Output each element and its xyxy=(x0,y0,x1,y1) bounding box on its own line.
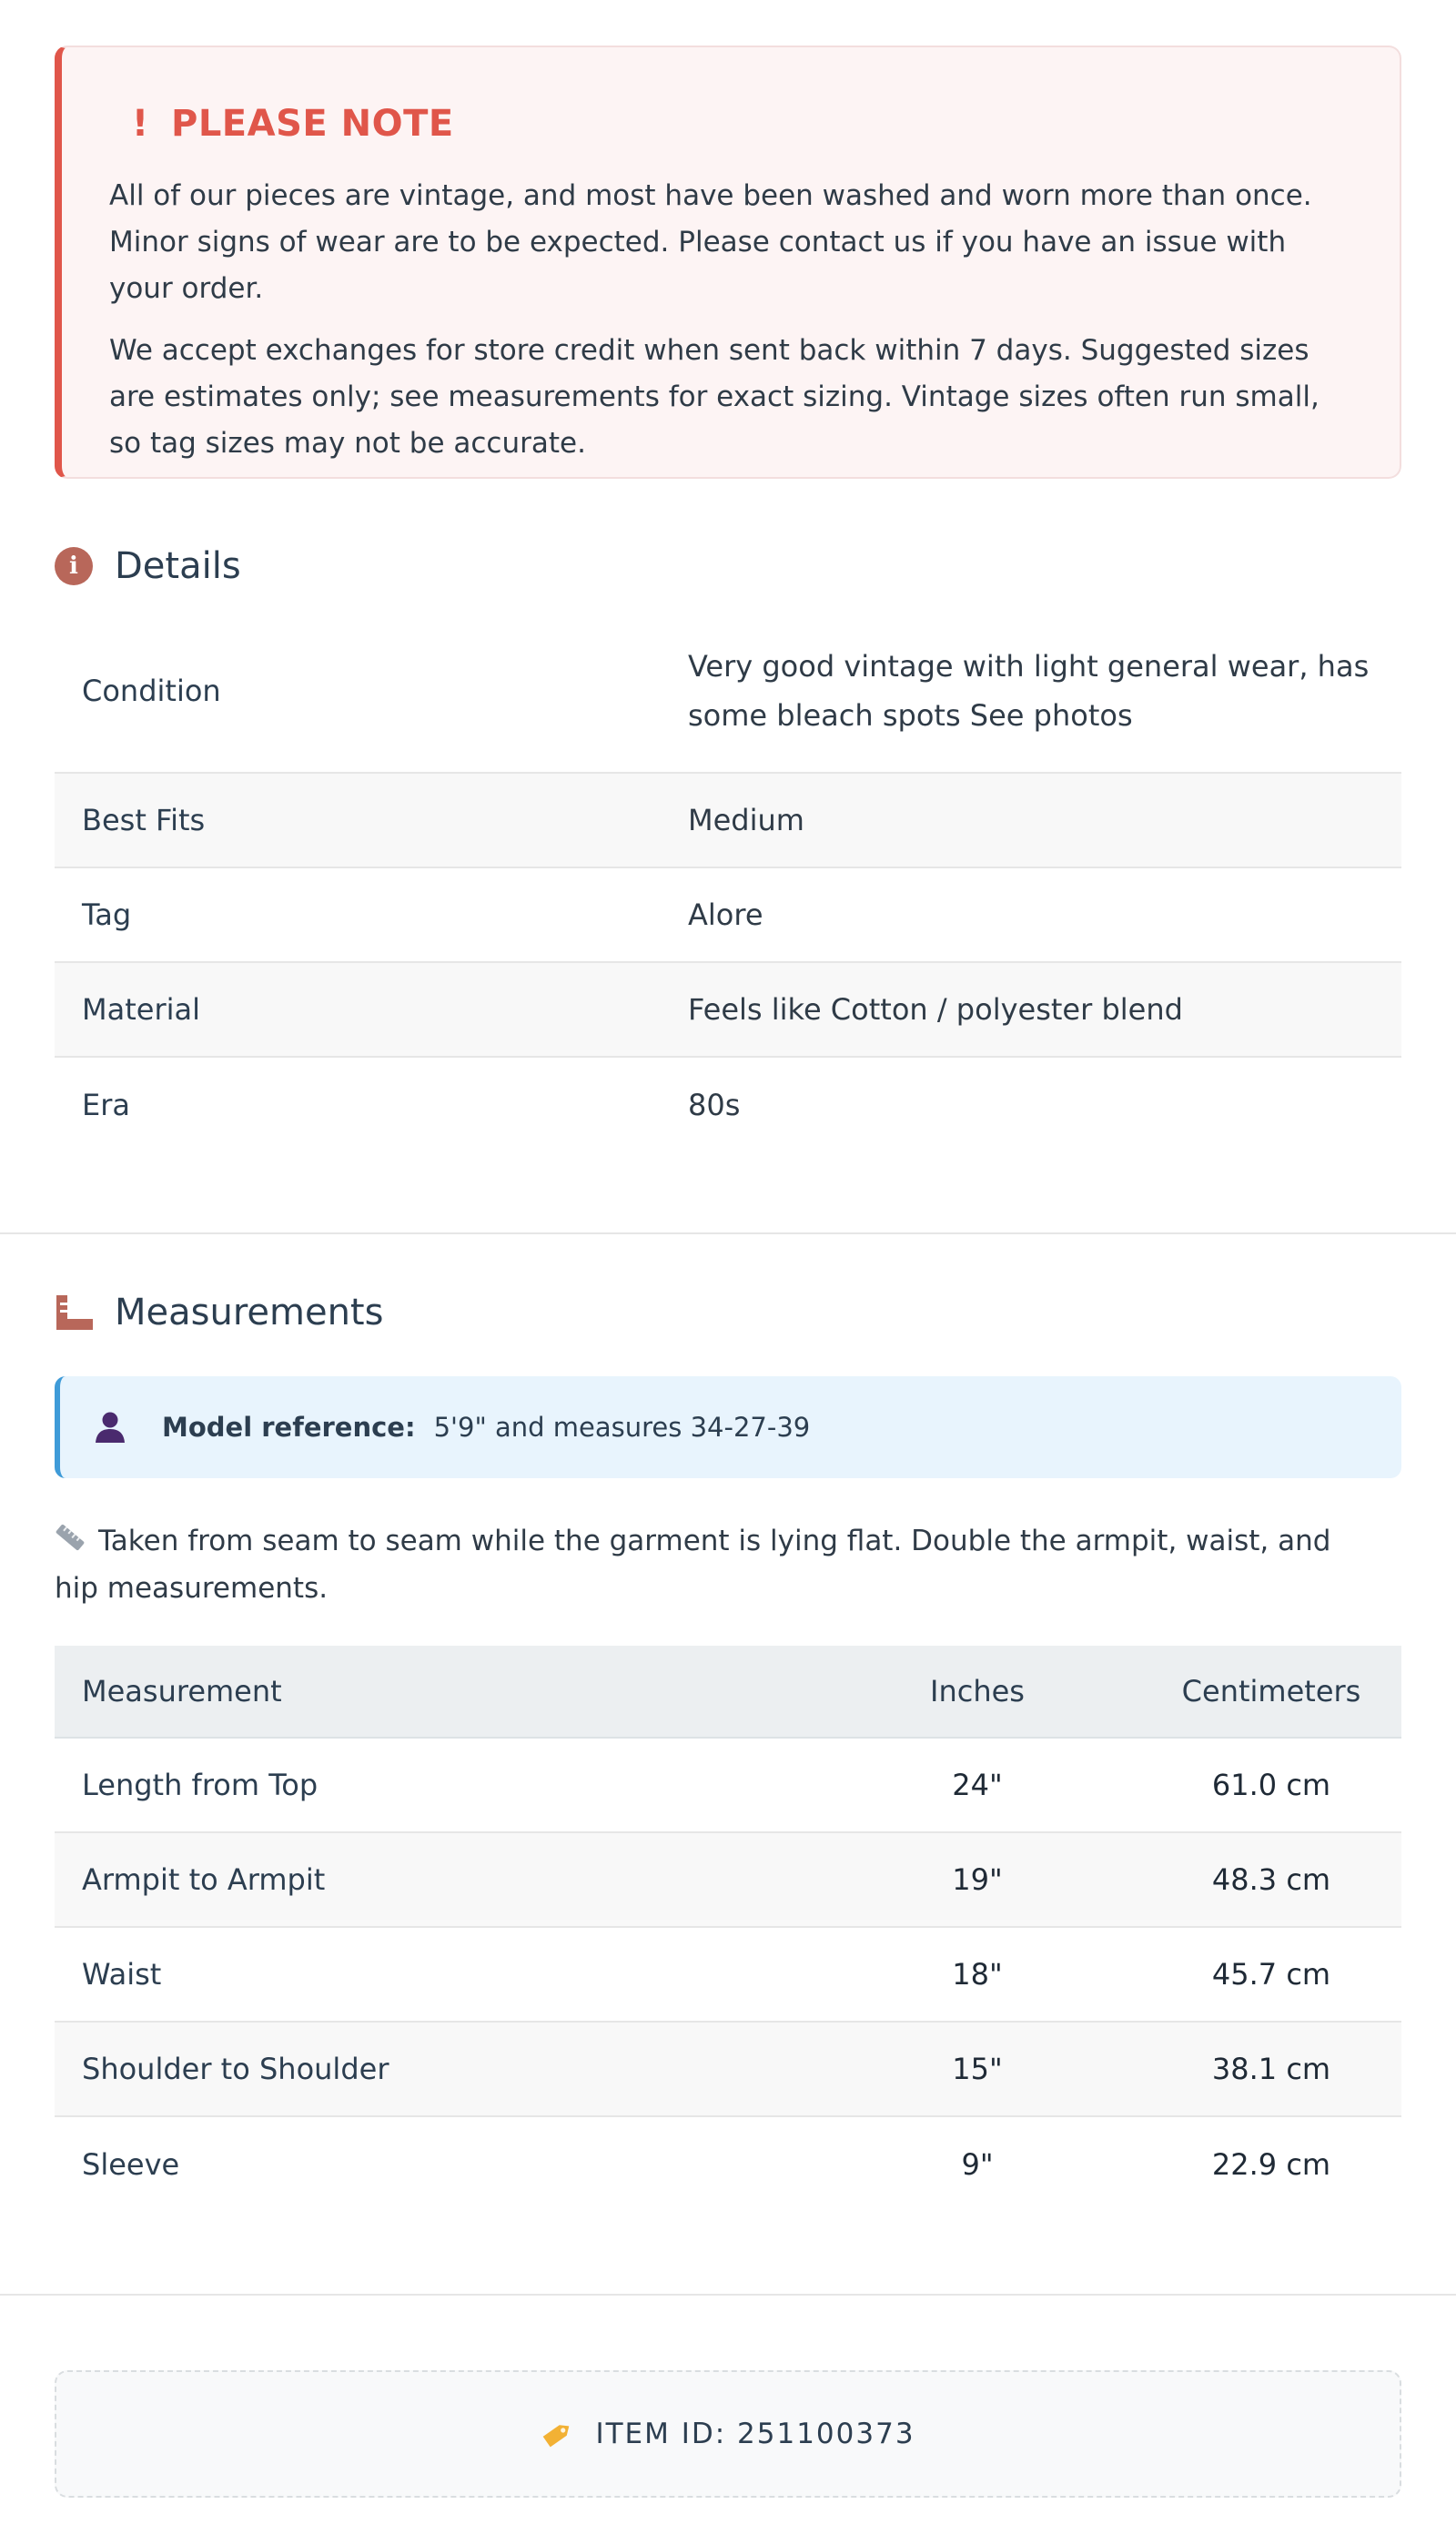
tag-icon xyxy=(541,2418,575,2449)
measurement-cm: 22.9 cm xyxy=(1211,2147,1331,2182)
measurement-cm: 48.3 cm xyxy=(1211,1862,1331,1897)
measurement-inches: 24" xyxy=(952,1768,1003,1802)
column-header: Measurement xyxy=(82,1674,282,1708)
table-row xyxy=(55,2023,1401,2117)
section-divider xyxy=(0,2294,1456,2296)
details-label: Condition xyxy=(82,674,221,708)
item-id-box xyxy=(55,2370,1401,2498)
person-icon xyxy=(95,1411,126,1444)
details-table xyxy=(55,610,1401,1152)
section-divider xyxy=(0,1232,1456,1234)
measurements-table xyxy=(55,1646,1401,2212)
measurement-cm: 61.0 cm xyxy=(1211,1768,1331,1802)
notice-paragraph: We accept exchanges for store credit when sent back within 7 days. Suggested sizes are estimates only; see measurements for exact sizing. Vintage sizes often run small, so tag sizes may not be accurate. xyxy=(109,334,1320,460)
table-row xyxy=(55,1928,1401,2023)
measurements-title: Measurements xyxy=(115,1292,384,1333)
details-label: Tag xyxy=(82,897,132,932)
measurement-name: Shoulder to Shoulder xyxy=(82,2052,389,2086)
details-label: Material xyxy=(82,992,200,1027)
measurement-note xyxy=(55,1518,1347,1612)
measurement-cm: 45.7 cm xyxy=(1211,1957,1331,1992)
table-row xyxy=(55,1833,1401,1928)
straight-ruler-icon xyxy=(55,1524,86,1551)
details-label: Best Fits xyxy=(82,803,206,837)
table-row xyxy=(55,2117,1401,2212)
details-title: Details xyxy=(115,545,241,587)
measurement-name: Waist xyxy=(82,1957,162,1992)
measurement-inches: 15" xyxy=(952,2052,1003,2086)
measurement-name: Sleeve xyxy=(82,2147,180,2182)
measurement-note-text: Taken from seam to seam while the garment is lying flat. Double the armpit, waist, and hip measurements. xyxy=(55,1525,1331,1605)
details-value: 80s xyxy=(688,1088,741,1122)
model-reference-value: 5'9" and measures 34-27-39 xyxy=(433,1412,811,1443)
details-value: Medium xyxy=(688,803,804,837)
please-note-box xyxy=(55,46,1401,479)
details-row xyxy=(55,774,1401,868)
exclamation-icon: ! xyxy=(131,103,149,145)
model-reference-label: Model reference: xyxy=(162,1412,416,1443)
measurement-name: Armpit to Armpit xyxy=(82,1862,326,1897)
details-row xyxy=(55,1058,1401,1152)
details-row xyxy=(55,963,1401,1058)
measurements-heading xyxy=(55,1287,383,1338)
item-id-text: ITEM ID: 251100373 xyxy=(595,2418,915,2450)
notice-header xyxy=(109,98,1352,149)
measurement-inches: 19" xyxy=(952,1862,1003,1897)
details-row xyxy=(55,610,1401,774)
notice-title: PLEASE NOTE xyxy=(171,103,454,145)
details-value: Very good vintage with light general wear, has some bleach spots See photos xyxy=(688,649,1370,733)
notice-paragraph: All of our pieces are vintage, and most have been washed and worn more than once. Minor signs of wear are to be expected. Please contact us if you have an issue with your order. xyxy=(109,179,1312,305)
details-value: Alore xyxy=(688,897,763,932)
measurement-name: Length from Top xyxy=(82,1768,318,1802)
ruler-icon xyxy=(55,1293,95,1332)
model-reference-box xyxy=(55,1376,1401,1478)
details-row xyxy=(55,868,1401,963)
measurement-inches: 18" xyxy=(952,1957,1003,1992)
table-row xyxy=(55,1739,1401,1833)
column-header: Inches xyxy=(930,1674,1025,1708)
info-circle-icon: i xyxy=(55,547,93,585)
details-heading xyxy=(55,541,241,592)
measurement-inches: 9" xyxy=(961,2147,994,2182)
table-header xyxy=(55,1646,1401,1739)
column-header: Centimeters xyxy=(1181,1674,1361,1708)
details-label: Era xyxy=(82,1088,130,1122)
measurement-cm: 38.1 cm xyxy=(1211,2052,1331,2086)
details-value: Feels like Cotton / polyester blend xyxy=(688,992,1183,1027)
